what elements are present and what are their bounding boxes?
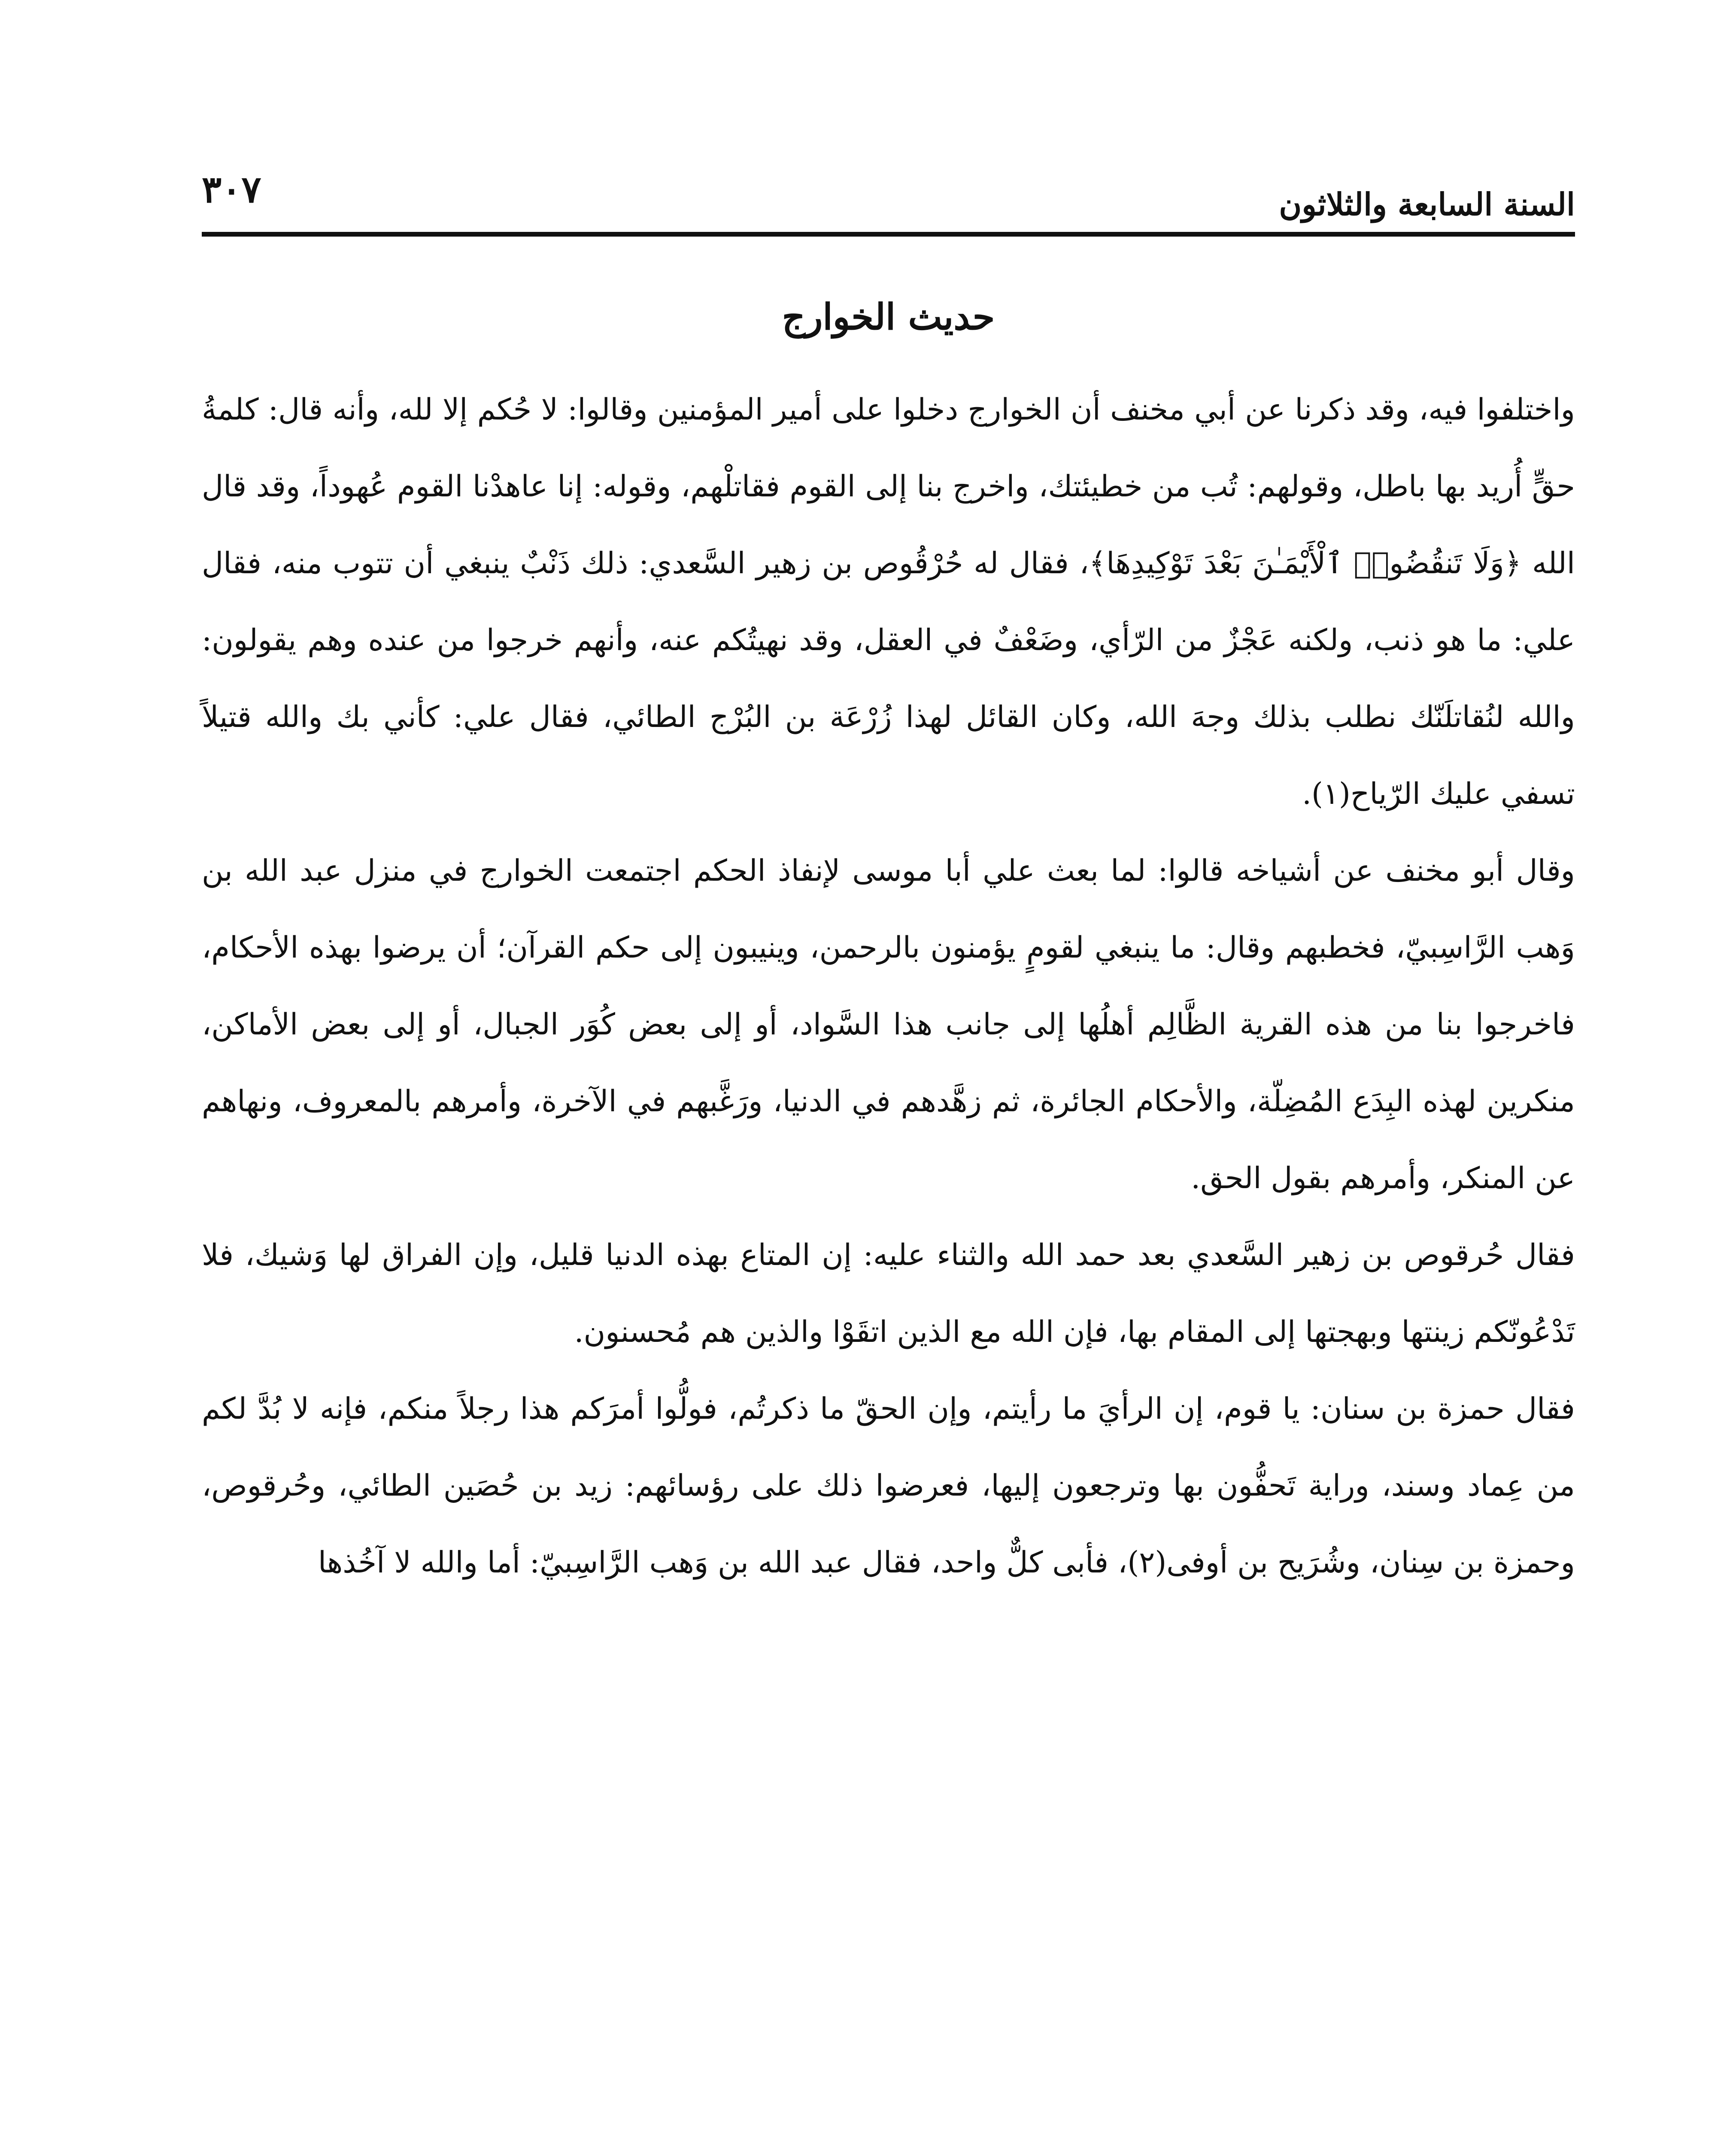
section-title: حديث الخوارج (782, 295, 995, 338)
body-text (202, 371, 1575, 1601)
paragraph-2: وقال أبو مخنف عن أشياخه قالوا: لما بعث علي أبا موسى لإنفاذ الحكم اجتمعت الخوارج في منزل عبد الله بن وَهب الرَّاسِبيّ، فخطبهم وقال: ما ينبغي لقومٍ يؤمنون بالرحمن، وينيبون إلى حكم القرآن؛ أن يرضوا بهذه الأحكام، فاخرجوا بنا من هذه القرية الظَّالِم أهلُها إلى جانب هذا السَّواد، أو إلى بعض كُوَر الجبال، أو إلى بعض الأماكن، منكرين لهذه البِدَع المُضِلّة، والأحكام الجائرة، ثم زهَّدهم في الدنيا، ورَغَّبهم في الآخرة، وأمرهم بالمعروف، ونهاهم عن المنكر، وأمرهم بقول الحق. (202, 854, 1575, 1195)
page-number: ٣٠٧ (202, 168, 261, 211)
paragraph-1: واختلفوا فيه، وقد ذكرنا عن أبي مخنف أن الخوارج دخلوا على أمير المؤمنين وقالوا: لا حُكم إلا لله، وأنه قال: كلمةُ حقٍّ أُريد بها باطل، وقولهم: تُب من خطيئتك، واخرج بنا إلى القوم فقاتلْهم، وقوله: إنا عاهدْنا القوم عُهوداً، وقد قال الله ﴿وَلَا تَنقُضُوا۟ ٱلْأَيْمَـٰنَ بَعْدَ تَوْكِيدِهَا﴾، فقال له حُرْقُوص بن زهير السَّعدي: ذلك ذَنْبٌ ينبغي أن تتوب منه، فقال علي: ما هو ذنب، ولكنه عَجْزٌ من الرّأي، وضَعْفٌ في العقل، وقد نهيتُكم عنه، وأنهم خرجوا من عنده وهم يقولون: والله لنُقاتلَنّك نطلب بذلك وجهَ الله، وكان القائل لهذا زُرْعَة بن البُرْج الطائي، فقال علي: كأني بك والله قتيلاً تسفي عليك الرّياح(١). (202, 392, 1575, 811)
running-head (202, 155, 1575, 232)
running-title: السنة السابعة والثلاثون (1279, 186, 1575, 222)
paragraph-3: فقال حُرقوص بن زهير السَّعدي بعد حمد الله والثناء عليه: إن المتاع بهذه الدنيا قليل، وإن الفراق لها وَشيك، فلا تَدْعُونّكم زينتها وبهجتها إلى المقام بها، فإن الله مع الذين اتقَوْا والذين هم مُحسنون. (202, 1238, 1575, 1349)
paragraph-4: فقال حمزة بن سنان: يا قوم، إن الرأيَ ما رأيتم، وإن الحقّ ما ذكرتُم، فولُّوا أمرَكم هذا رجلاً منكم، فإنه لا بُدَّ لكم من عِماد وسند، وراية تَحفُّون بها وترجعون إليها، فعرضوا ذلك على رؤسائهم: زيد بن حُصَين الطائي، وحُرقوص، وحمزة بن سِنان، وشُرَيح بن أوفى(٢)، فأبى كلٌّ واحد، فقال عبد الله بن وَهب الرَّاسِبيّ: أما والله لا آخُذها (202, 1392, 1575, 1580)
header-rule (202, 232, 1575, 237)
